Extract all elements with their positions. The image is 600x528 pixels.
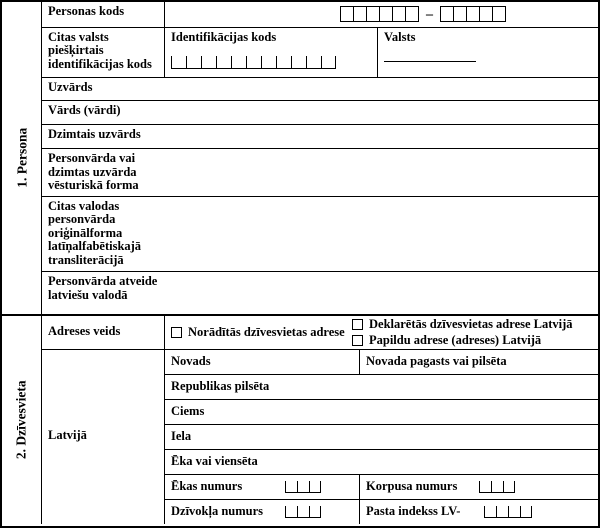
valsts-subcell [378, 28, 598, 77]
identifikacijas-kods-subcell [165, 28, 378, 77]
label-noraditas-adrese: Norādītās dzīvesvietas adrese [188, 324, 345, 339]
ekas-numurs-comb[interactable] [285, 481, 321, 493]
label-papildu-adrese: Papildu adrese (adreses) Latvijā [369, 333, 542, 347]
label-personas-kods: Personas kods [42, 2, 165, 27]
row-novads [165, 350, 598, 375]
label-dzimtais-uzvards: Dzimtais uzvārds [48, 127, 141, 142]
label-dzivokla-numurs: Dzīvokļa numurs [171, 504, 264, 519]
label-korpusa-numurs: Korpusa numurs [366, 479, 458, 494]
checkbox-deklaretas-adrese[interactable] [352, 319, 363, 330]
section-persona [2, 2, 598, 316]
novads-cell[interactable] [165, 350, 360, 374]
personas-kods-dash: – [426, 6, 433, 22]
dzivokla-numurs-cell [165, 500, 360, 524]
row-dzivokla-pasta [165, 500, 598, 524]
korpusa-numurs-cell [360, 475, 598, 499]
label-deklaretas-adrese: Deklarētās dzīvesvietas adrese Latvijā [369, 316, 573, 331]
uzvards-field[interactable] [165, 78, 598, 101]
pasta-indekss-comb[interactable] [484, 506, 532, 518]
section-persona-title: 1. Persona [13, 128, 29, 188]
row-adreses-veids [42, 316, 598, 350]
republikas-pilseta-cell[interactable] [165, 375, 598, 399]
valsts-input-line[interactable] [384, 44, 476, 62]
originalforma-field[interactable] [165, 197, 598, 272]
label-vards: Vārds (vārdi) [48, 103, 121, 118]
row-republikas-pilseta [165, 375, 598, 400]
row-latvija [42, 350, 598, 524]
label-republikas-pilseta: Republikas pilsēta [171, 379, 270, 394]
label-vesturiska-forma: Personvārda vai dzimtas uzvārda vēsturiskā forma [48, 151, 139, 193]
section-persona-side-label [2, 2, 42, 314]
label-originalforma: Citas valodas personvārda oriģinālforma latīņalfabētiskajā transliterācijā [48, 198, 142, 267]
row-vesturiska-forma [42, 149, 598, 197]
label-valsts: Valsts [384, 29, 416, 44]
section-dzivesvieta [2, 316, 598, 524]
row-iela [165, 425, 598, 450]
label-latvija: Latvijā [42, 350, 165, 524]
dzimtais-uzvards-field[interactable] [165, 125, 598, 148]
checkbox-papildu-adrese[interactable] [352, 335, 363, 346]
row-eka-vai-vienseta [165, 450, 598, 475]
dzivokla-numurs-comb[interactable] [285, 506, 321, 518]
vesturiska-forma-field[interactable] [165, 149, 598, 196]
korpusa-numurs-comb[interactable] [479, 481, 515, 493]
iela-cell[interactable] [165, 425, 598, 449]
personas-kods-boxes-right[interactable] [440, 6, 506, 22]
label-ciems: Ciems [171, 404, 205, 419]
label-adreses-veids: Adreses veids [42, 316, 165, 349]
label-ekas-numurs: Ēkas numurs [171, 479, 243, 494]
section-dzivesvieta-title: 2. Dzīvesvieta [13, 380, 29, 460]
label-citas-valsts-kods: Citas valsts piešķirtais identifikācijas kods [42, 28, 165, 77]
personas-kods-field[interactable] [165, 2, 598, 27]
row-ciems [165, 400, 598, 425]
label-pasta-indekss: Pasta indekss LV- [366, 504, 461, 519]
pasta-indekss-cell [360, 500, 598, 524]
label-novada-pagasts: Novada pagasts vai pilsēta [366, 354, 507, 369]
vards-field[interactable] [165, 101, 598, 124]
label-iela: Iela [171, 429, 192, 444]
label-eka-vai-vienseta: Ēka vai viensēta [171, 454, 258, 469]
label-atveide: Personvārda atveide latviešu valodā [48, 274, 158, 302]
section-dzivesvieta-side-label [2, 316, 42, 524]
row-originalforma [42, 197, 598, 273]
row-atveide [42, 272, 598, 314]
atveide-field[interactable] [165, 272, 598, 314]
identifikacijas-kods-comb[interactable] [171, 56, 371, 69]
ciems-cell[interactable] [165, 400, 598, 424]
checkbox-noraditas-adrese[interactable] [171, 327, 182, 338]
row-citas-valsts-kods [42, 28, 598, 78]
label-uzvards: Uzvārds [48, 79, 93, 94]
label-identifikacijas-kods: Identifikācijas kods [171, 29, 277, 44]
row-vards [42, 101, 598, 125]
novada-pagasts-cell[interactable] [360, 350, 598, 374]
ekas-numurs-cell [165, 475, 360, 499]
label-novads: Novads [171, 354, 211, 369]
row-dzimtais-uzvards [42, 125, 598, 149]
personas-kods-boxes-left[interactable] [340, 6, 419, 22]
row-uzvards [42, 78, 598, 102]
row-personas-kods [42, 2, 598, 28]
row-ekas-korpusa-numurs [165, 475, 598, 500]
eka-vai-vienseta-cell[interactable] [165, 450, 598, 474]
